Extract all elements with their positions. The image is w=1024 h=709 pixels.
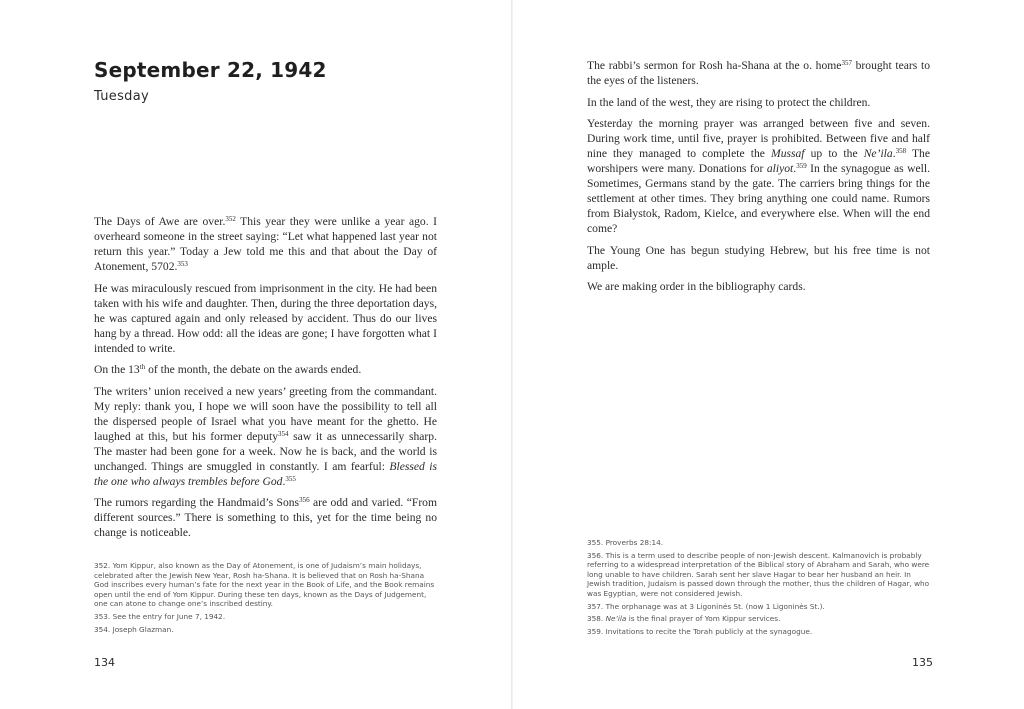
footnote (94, 561, 437, 609)
text-run: In the land of the west, they are rising to protect the children. (587, 95, 871, 109)
page-heading-date: September 22, 1942 (94, 58, 327, 82)
right-footnotes (587, 538, 932, 639)
paragraph (94, 362, 437, 377)
footnote-ref: 359 (796, 162, 807, 170)
text-run: 355. Proverbs 28:14. (587, 538, 664, 547)
text-run: are odd and varied. “From different sources.” There is something to this, yet for the time being no change is noticeable. (94, 496, 437, 539)
text-run: . (892, 147, 896, 160)
text-run: He was miraculously rescued from imprisonment in the city. He had been taken with his wife and daughter. Then, during the three deportation days, he was captured again and only released by accident. Thus do our lives hang by a thread. How odd: all the ideas are gone; I have forgotten what I intended to write. (94, 281, 437, 355)
paragraph (94, 495, 437, 540)
footnote-ref: 352 (225, 215, 236, 223)
page-number-left: 134 (94, 656, 115, 669)
right-body-text (587, 58, 930, 301)
paragraph (587, 95, 930, 110)
text-run: The Young One has begun studying Hebrew, but his free time is not ample. (587, 243, 930, 272)
page-subheading-weekday: Tuesday (94, 89, 149, 104)
text-run: brought tears to the eyes of the listeners. (587, 59, 930, 87)
text-run: 356. This is a term used to describe people of non-Jewish descent. Kalmanovich is probably referring to a widespread interpretation of the Biblical story of Abraham and Sarah, who were long unable to have children. Sarah sent her slave Hagar to bear her husband an heir. In Jewish tradition, Judaism is passed down through the mother, thus the children of Hagar, who was Egyptian, were not considered Jewish. (587, 550, 930, 598)
text-run: The rumors regarding the Handmaid’s Sons (94, 496, 300, 509)
text-run: 352. Yom Kippur, also known as the Day of Atonement, is one of Judaism’s main holidays, celebrated after the Jewish New Year, Rosh ha-Shana. It is believed that on Rosh ha-Shana God inscribes every human’s fate for the next year in the Book of Life, and the Book remains open until the end of Yom Kippur. During these ten days, known as the Days of Judgement, one can atone to change one’s inscribed destiny. (94, 561, 435, 609)
paragraph (587, 58, 930, 88)
text-run: 353. See the entry for June 7, 1942. (94, 611, 226, 621)
footnote (587, 602, 932, 612)
paragraph (587, 279, 930, 294)
text-run: The rabbi’s sermon for Rosh ha-Shana at the o. home (587, 59, 842, 72)
text-run: 357. The orphanage was at 3 Ligoninės St. (now 1 Ligoninės St.). (587, 601, 825, 611)
footnote-ref: 354 (278, 429, 289, 438)
text-run: up to the (804, 147, 864, 160)
text-run: is the final prayer of Yom Kippur services. (626, 614, 781, 624)
text-run: saw it as unnecessarily sharp. The master had been gone for a week. Now he is back, and the world is unchanged. Things are smuggled in constantly. I am fearful: (94, 429, 437, 473)
text-run: The writers’ union received a new years’ greeting from the commandant. My reply: thank you, I hope we will soon have the possibility to tell all the dispersed people of Israel what you have meant for the ghetto. He laughed at this, but his former deputy (94, 384, 437, 443)
text-run: . (282, 474, 286, 488)
paragraph (94, 384, 437, 489)
italic-text: Mussaf (771, 147, 805, 160)
paragraph (587, 116, 930, 236)
footnote-ref: 353 (177, 260, 188, 268)
italic-text: aliyot (766, 162, 794, 175)
text-run: The worshipers were many. Donations for (587, 147, 931, 175)
footnote (587, 627, 932, 637)
footnote (587, 551, 932, 599)
left-page (0, 0, 511, 709)
text-run: 354. Joseph Glazman. (94, 624, 174, 634)
paragraph (94, 214, 437, 274)
text-run: We are making order in the bibliography cards. (587, 280, 806, 293)
text-run: In the synagogue as well. Sometimes, Germans stand by the gate. The carriers bring things for the settlement at other times. They bring anything one could name. Rumors from Białystok, Radom, Kielce, and everywhere else. When will the end come? (587, 162, 930, 235)
text-run: of the month, the debate on the awards ended. (145, 363, 362, 376)
page-number-right: 135 (912, 656, 933, 669)
footnote (587, 614, 932, 624)
text-run: Yesterday the morning prayer was arranged between five and seven. During work time, until five, prayer is prohibited. Between five and half nine they managed to complete the (587, 117, 930, 160)
italic-text: Ne’ila (605, 614, 627, 624)
paragraph (94, 281, 437, 356)
italic-text: Ne’ila (863, 147, 893, 160)
right-page (513, 0, 1024, 709)
italic-text: Blessed is the one who always trembles before God (94, 459, 437, 488)
text-run: . (793, 162, 797, 175)
footnote-ref: th (139, 363, 146, 371)
footnote (94, 612, 437, 622)
text-run: 358. (587, 614, 606, 624)
footnote-ref: 357 (841, 59, 852, 67)
left-footnotes (94, 561, 437, 637)
text-run: 359. Invitations to recite the Torah publicly at the synagogue. (587, 626, 813, 636)
text-run: The Days of Awe are over. (94, 215, 226, 228)
footnote (587, 538, 932, 548)
text-run: This year they were unlike a year ago. I overheard someone in the street saying: “Let what happened last year not return this year.” Today a Jew told me this and that about the Day of Atonement, 5702. (94, 215, 437, 273)
paragraph (587, 243, 930, 273)
footnote-ref: 355 (285, 474, 296, 483)
footnote-ref: 358 (895, 147, 907, 155)
footnote-ref: 356 (299, 496, 310, 504)
footnote (94, 625, 437, 635)
left-body-text (94, 214, 437, 547)
text-run: On the 13 (94, 363, 140, 376)
